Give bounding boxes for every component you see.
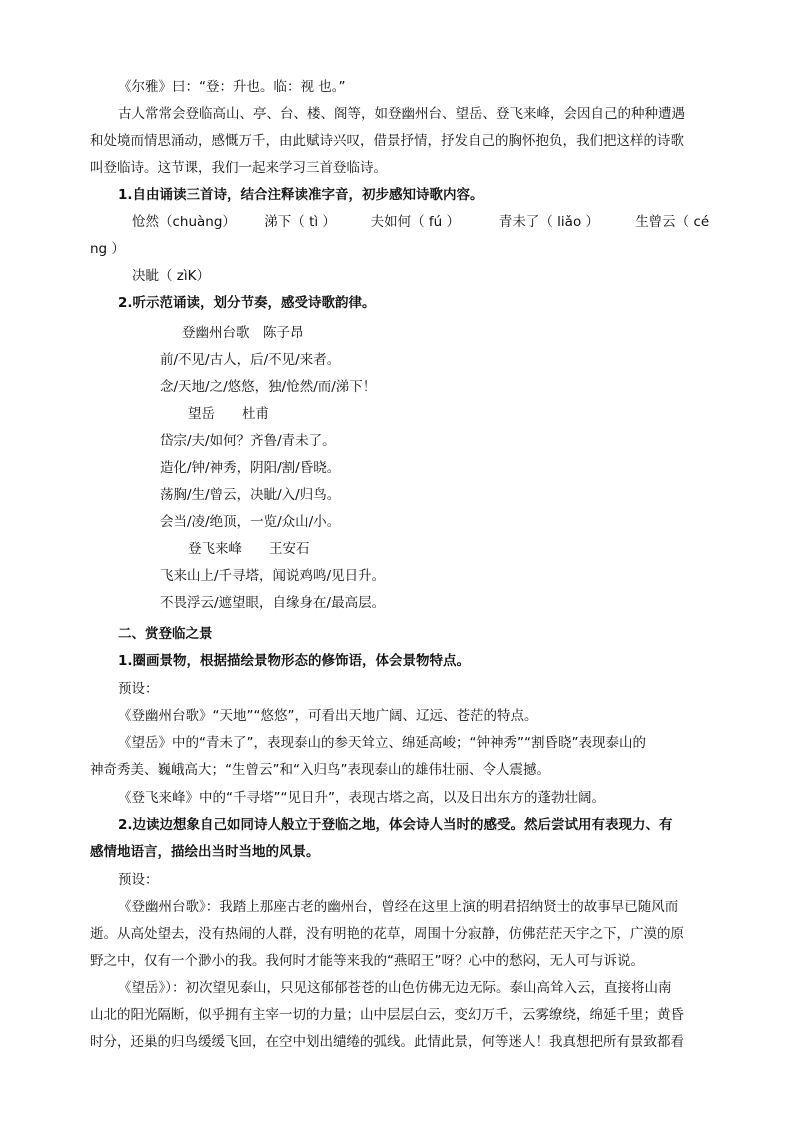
answer-line: 神奇秀美、巍峨高大；“生曾云”和“入归鸟”表现泰山的雄伟壮丽、令人震撼。: [90, 762, 550, 778]
section2-heading: 二、赏登临之景: [118, 626, 213, 642]
section2-task1-heading: 1.圈画景物，根据描绘景物形态的修饰语，体会景物特点。: [118, 653, 471, 669]
pinyin-wrap: ng ）: [90, 241, 125, 257]
poem2-line: 会当/凌/绝顶，一览/众山/小。: [160, 514, 341, 530]
intro-paragraph-line-2: 和处境而情思涌动，感慨万千，由此赋诗兴叹，借景抒情，抒发自己的胸怀抱负，我们把这样的诗歌: [90, 133, 684, 149]
poem2-line: 岱宗/夫/如何？齐鲁/青未了。: [160, 433, 336, 449]
pinyin-item: 夫如何（ fú ）: [370, 214, 460, 230]
answer-line: 时分，还巢的归鸟缓缓飞回，在空中划出缱绻的弧线。此情此景，何等迷人！我真想把所有景致都看: [90, 1034, 684, 1050]
pinyin-item: 涕下（ tì ）: [264, 214, 336, 230]
poem3-line: 不畏浮云/遮望眼，自缘身在/最高层。: [160, 595, 386, 611]
poem1-line: 前/不见/古人，后/不见/来者。: [160, 352, 341, 368]
erya-quote: 《尔雅》曰：“登：升也。临：视 也。”: [118, 79, 346, 95]
preset-label: 预设：: [118, 681, 159, 697]
answer-line: 《登幽州台歌》“天地”“悠悠”，可看出天地广阔、辽远、苍茫的特点。: [118, 708, 538, 724]
task1-heading: 1.自由诵读三首诗，结合注释读准字音，初步感知诗歌内容。: [118, 187, 484, 203]
pinyin-item: 生曾云（ cé: [635, 214, 710, 230]
answer-line: 《望岳》中的“青未了”，表现泰山的参天耸立、绵延高峻；“钟神秀”“割昏晓”表现泰山的: [118, 735, 646, 751]
poem2-title: 望岳 杜甫: [188, 406, 269, 422]
intro-paragraph-line-3: 叫登临诗。这节课，我们一起来学习三首登临诗。: [90, 160, 387, 176]
pinyin-item: 青未了（ liǎo ）: [498, 214, 600, 230]
answer-line: 逝。从高处望去，没有热闹的人群，没有明艳的花草，周围十分寂静，仿佛茫茫天宇之下，广漠的原: [90, 926, 684, 942]
task2-heading: 2.听示范诵读，划分节奏，感受诗歌韵律。: [118, 295, 376, 311]
answer-line: 《望岳》）：初次望见泰山，只见这郁郁苍苍的山色仿佛无边无际。泰山高耸入云，直接将山南: [118, 980, 672, 996]
poem3-title: 登飞来峰 王安石: [188, 541, 310, 557]
poem2-line: 造化/钟/神秀，阴阳/割/昏晓。: [160, 460, 341, 476]
answer-line: 山北的阳光隔断，似乎拥有主宰一切的力量；山中层层白云，变幻万千，云雾缭绕，绵延千里；黄昏: [90, 1007, 684, 1023]
pinyin-last-item: 决眦（ zìK）: [132, 268, 210, 284]
intro-paragraph-line-1: 古人常常会登临高山、亭、台、楼、阁等，如登幽州台、望岳、登飞来峰，会因自己的种种遭遇: [118, 106, 685, 122]
section2-task2-heading-line-1: 2.边读边想象自己如同诗人般立于登临之地，体会诗人当时的感受。然后尝试用有表现力、有: [118, 817, 673, 833]
answer-line: 野之中，仅有一个渺小的我。我何时才能等来我的“燕昭王”呀？心中的愁闷，无人可与诉说。: [90, 953, 644, 969]
poem2-line: 荡胸/生/曾云，决眦/入/归鸟。: [160, 487, 341, 503]
poem1-line: 念/天地/之/悠悠，独/怆然/而/涕下！: [160, 379, 377, 395]
poem1-title: 登幽州台歌 陈子昂: [182, 325, 304, 341]
pinyin-list: [132, 212, 709, 232]
preset-label: 预设：: [118, 872, 159, 888]
pinyin-item: 怆然（chuàng）: [132, 214, 236, 230]
section2-task2-heading-line-2: 感情地语言，描绘出当时当地的风景。: [90, 844, 320, 860]
poem3-line: 飞来山上/千寻塔，闻说鸡鸣/见日升。: [160, 568, 386, 584]
answer-line: 《登飞来峰》中的“千寻塔”“见日升”，表现古塔之高，以及日出东方的蓬勃壮阔。: [118, 790, 605, 806]
answer-line: 《登幽州台歌》：我踏上那座古老的幽州台，曾经在这里上演的明君招纳贤士的故事早已随风而: [118, 899, 679, 915]
